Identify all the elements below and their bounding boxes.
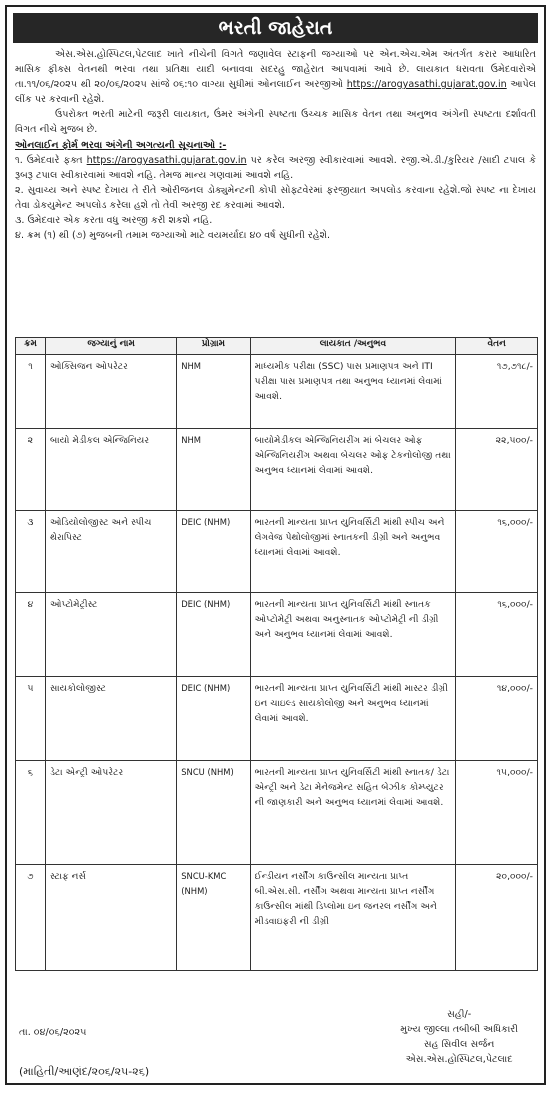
details-paragraph: ઉપરોક્ત ભરતી માટેની જરૂરી લાયકાત, ઉંમર અંગેની સ્પષ્ટતા ઉચ્ચક માસિક વેતન તથા અનુભવ અંગેની સ્પષ્ટતા દર્શાવતી વિગત નીચે મુજબ છે. — [15, 109, 536, 135]
table-row — [16, 761, 538, 865]
instruction-item: ૨. સુવાચ્ય અને સ્પષ્ટ દેખાય તે રીતે ઓરીજનલ ડોક્યુમેન્ટની કોપી સોફ્ટવેરમાં ફરજીયાત અપલોડ કરવાના રહેશે.જો સ્પષ્ટ ના દેખાય તેવા ડોકયુમેન્ટ અપલોડ કરેલા હશે તો તેવી અરજી રદ કરવામાં આવશે. — [15, 185, 536, 211]
row-qualification: ભારતની માન્યતા પ્રાપ્ત યુનિવર્સિટી માંથી માસ્ટર ડીગ્રી ઇન ચાઇલ્ડ સાયકોલોજી અને અનુભવ ધ્યાનમાં લેવામાં આવશે. — [250, 677, 456, 761]
row-serial: ૬ — [16, 761, 46, 865]
row-serial: ૪ — [16, 593, 46, 677]
row-program: SNCU-KMC (NHM) — [177, 865, 250, 971]
row-qualification: ભારતની માન્યતા પ્રાપ્ત યુનિવર્સિટી માંથી સ્નાતક/ ડેટા એન્ટ્રી અને ડેટા મેનેજમેન્ટ સહિત બેઝીક કોમ્પ્યુટર ની જાણકારી અને અનુભવ ધ્યાનમાં લેવામાં આવશે. — [250, 761, 456, 865]
row-serial: ૨ — [16, 429, 46, 511]
intro-section — [15, 47, 536, 243]
signatory-hospital: એસ.એસ.હોસ્પિટલ,પેટલાદ — [405, 1054, 513, 1065]
row-post-name: ઓક્સિજન ઓપરેટર — [45, 355, 176, 429]
row-qualification: બાયોમેડીકલ એન્જિનિયરીંગ માં બેચલર ઓફ એન્જિનિયરીંગ અથવા બેચલર ઓફ ટેકનોલોજી તથા અનુભવ ધ્યાનમાં લેવામાં આવશે. — [250, 429, 456, 511]
signatory-title: મુખ્ય જીલ્લા તબીબી અધિકારી — [400, 1024, 518, 1035]
row-salary: ૧૬,૦૦૦/- — [456, 511, 538, 593]
instruction-item — [15, 153, 536, 183]
col-header-post: જગ્યાનું નામ — [45, 338, 176, 355]
issue-date: તા. ૦૪/૦૬/૨૦૨૫ — [19, 1027, 87, 1038]
col-header-qualification: લાયકાત /અનુભવ — [250, 338, 456, 355]
page-title: ભરતી જાહેરાત — [13, 13, 538, 43]
row-qualification: ભારતની માન્યતા પ્રાપ્ત યુનિવર્સિટી માંથી સ્પીચ અને લેગવેજ પેથોલોજીમાં સ્નાતકની ડીગ્રી અને અનુભવ ધ્યાનમાં લેવામાં આવશે. — [250, 511, 456, 593]
row-salary: ૧૫,૦૦૦/- — [456, 761, 538, 865]
row-serial: ૭ — [16, 865, 46, 971]
row-salary: ૧૬,૦૦૦/- — [456, 593, 538, 677]
row-program: SNCU (NHM) — [177, 761, 250, 865]
arogyasathi-link-2[interactable]: https://arogyasathi.gujarat.gov.in — [86, 155, 247, 166]
signature-block — [400, 1007, 518, 1067]
table-row — [16, 511, 538, 593]
row-post-name: ઓપ્ટોમેટ્રીસ્ટ — [45, 593, 176, 677]
intro-text-a: એસ.એસ.હોસ્પિટલ,પેટલાદ ખાતે નીચેની વિગતે જણાવેલ સ્ટાફની જગ્યાઓ પર એન.એચ.એમ અંતર્ગત કરાર આધારિત માસિક ફીક્સ વેતનથી ભરવા તથા પ્રતિક્ષા યાદી બનાવવા સદરહુ જાહેરાત આપવામાં આવે છે. લાયકાત ધરાવતા ઉમેદવારોએ તા.૧૧/૦૬/૨૦૨૫ થી ૨૦/૦૬/૨૦૨૫ સાંજે ૦૬:૧૦ વાગ્યા સુધીમાં ઓનલાઈન અરજીઓ — [15, 49, 536, 90]
row-salary: ૨૦,૦૦૦/- — [456, 865, 538, 971]
intro-paragraph — [15, 47, 536, 107]
row-salary: ૨૨,૫૦૦/- — [456, 429, 538, 511]
row-post-name: સ્ટાફ નર્સ — [45, 865, 176, 971]
row-salary: ૧૪,૦૦૦/- — [456, 677, 538, 761]
signatory-subtitle: સહ સિવીલ સર્જન — [423, 1039, 495, 1050]
row-serial: ૧ — [16, 355, 46, 429]
table-row — [16, 593, 538, 677]
row-post-name: ઓડિયોલોજીસ્ટ અને સ્પીચ થેરાપિસ્ટ — [45, 511, 176, 593]
instruction-1-text-a: ૧. ઉમેદવારે ફક્ત — [15, 155, 83, 166]
instruction-1-text-b: પર કરેલ અરજી સ્વીકારવામાં આવશે. રજી.એ.ડી./કુરિયર /સાદી ટપાલ કે રૂબરૂ ટપાલ સ્વીકારવામાં આવશે નહિ. તેમજ માન્ય ગણવામાં આવશે નહિ. — [15, 155, 536, 181]
row-serial: ૩ — [16, 511, 46, 593]
row-program: DEIC (NHM) — [177, 511, 250, 593]
row-program: NHM — [177, 355, 250, 429]
table-row — [16, 429, 538, 511]
row-qualification: માધ્યમીક પરીક્ષા (SSC) પાસ પ્રમાણપત્ર અને ITI પરીક્ષા પાસ પ્રમાણપત્ર તથા અનુભવ ધ્યાનમાં લેવામાં આવશે. — [250, 355, 456, 429]
intro-text-b: આપેલ લીંક પર કરવાની રહેશે. — [15, 79, 536, 105]
arogyasathi-link[interactable]: https://arogyasathi.gujarat.gov.in — [346, 79, 507, 90]
row-salary: ૧૭,૭૧૮/- — [456, 355, 538, 429]
instruction-item: ૪. ક્રમ (૧) થી (૭) મુજબની તમામ જગ્યાઓ માટે વયમર્યાદા ૪૦ વર્ષ સુધીની રહેશે. — [15, 230, 331, 241]
signature-mark: સહી/- — [447, 1009, 472, 1020]
row-post-name: ડેટા એન્ટ્રી ઓપરેટર — [45, 761, 176, 865]
row-program: DEIC (NHM) — [177, 593, 250, 677]
instruction-item: ૩. ઉમેદવાર એક કરતા વધુ અરજી કરી શકશે નહિ. — [15, 215, 213, 226]
table-header-row — [16, 338, 538, 355]
reference-number: (માહિતી/આણંદ/૨૦૬/૨૫-૨૬) — [19, 1065, 150, 1078]
vacancy-table — [15, 337, 538, 971]
row-post-name: સાયકોલોજીસ્ટ — [45, 677, 176, 761]
table-row — [16, 355, 538, 429]
row-post-name: બાયો મેડીકલ એન્જિનિયર — [45, 429, 176, 511]
table-row — [16, 865, 538, 971]
row-qualification: ઈન્ડીયન નર્સીંગ કાઉન્સીલ માન્યતા પ્રાપ્ત બી.એસ.સી. નર્સીંગ અથવા માન્યતા પ્રાપ્ત નર્સીંગ કાઉન્સીલ માંથી ડિપ્લોમા ઇન જનરલ નર્સીંગ અને મીડવાઇફરી ની ડીગ્રી — [250, 865, 456, 971]
col-header-program: પ્રોગ્રામ — [177, 338, 250, 355]
col-header-serial: ક્રમ — [16, 338, 46, 355]
row-serial: ૫ — [16, 677, 46, 761]
instructions-list — [15, 153, 536, 243]
row-program: DEIC (NHM) — [177, 677, 250, 761]
row-qualification: ભારતની માન્યતા પ્રાપ્ત યુનિવર્સિટી માંથી સ્નાતક ઓપ્ટોમેટ્રી અથવા અનુસ્નાતક ઓપ્ટોમેટ્રી ની ડીગ્રી અને અનુભવ ધ્યાનમાં લેવામાં આવશે. — [250, 593, 456, 677]
instructions-heading: ઓનલાઈન ફોર્મ ભરવા અંગેની અગત્યની સૂચનાઓ :- — [15, 140, 227, 151]
advertisement-page — [5, 5, 546, 1085]
row-program: NHM — [177, 429, 250, 511]
col-header-salary: વેતન — [456, 338, 538, 355]
table-row — [16, 677, 538, 761]
